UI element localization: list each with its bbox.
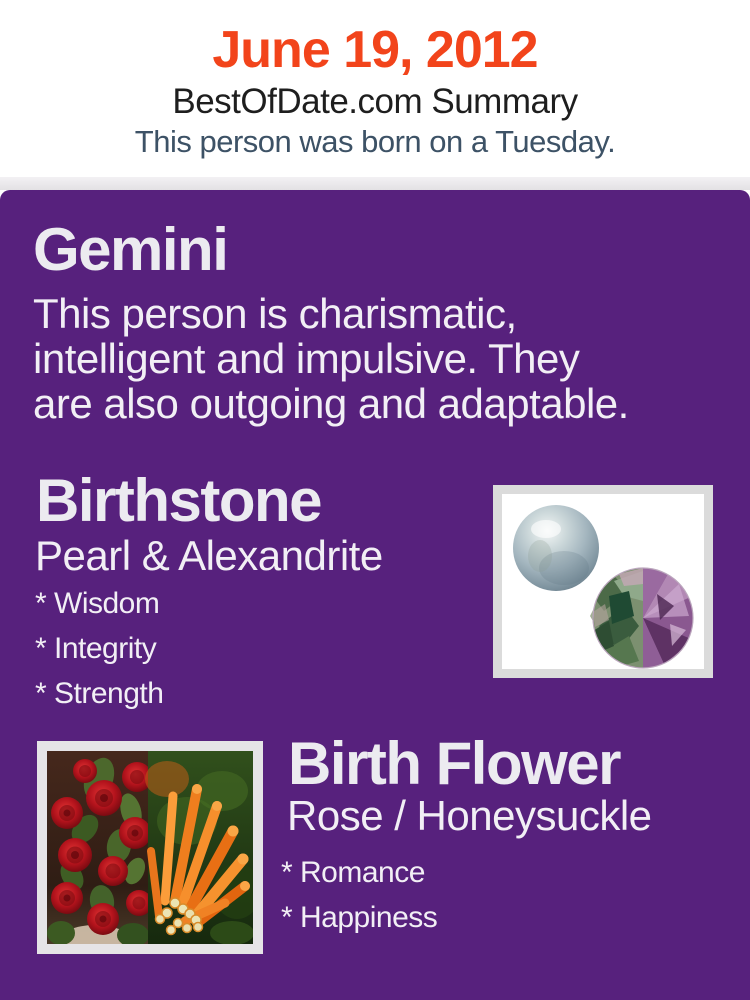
honeysuckle-photo bbox=[145, 751, 253, 944]
trait-item: * Wisdom bbox=[35, 587, 160, 620]
birth-flower-illustration bbox=[47, 751, 253, 944]
zodiac-description-line: intelligent and impulsive. They bbox=[33, 335, 580, 382]
zodiac-sign-heading: Gemini bbox=[33, 216, 228, 283]
birth-flower-heading: Birth Flower bbox=[288, 730, 621, 797]
site-summary-title: BestOfDate.com Summary bbox=[172, 82, 578, 121]
birthstone-image bbox=[493, 485, 713, 678]
zodiac-description-line: are also outgoing and adaptable. bbox=[33, 380, 629, 427]
born-day-line: This person was born on a Tuesday. bbox=[134, 124, 616, 159]
trait-item: * Romance bbox=[281, 856, 425, 889]
zodiac-description-line: This person is charismatic, bbox=[33, 290, 517, 337]
trait-item: * Strength bbox=[35, 677, 164, 710]
birthstone-illustration bbox=[502, 494, 704, 669]
birth-flower-traits bbox=[281, 850, 437, 940]
divider-strip bbox=[0, 177, 750, 190]
birthstone-names: Pearl & Alexandrite bbox=[35, 532, 383, 579]
alexandrite-graphic bbox=[590, 568, 693, 668]
page-title-date: June 19, 2012 bbox=[212, 21, 538, 79]
trait-item: * Integrity bbox=[35, 632, 157, 665]
birth-flower-names: Rose / Honeysuckle bbox=[287, 792, 652, 839]
trait-item: * Happiness bbox=[281, 901, 438, 934]
roses-photo bbox=[47, 751, 152, 944]
zodiac-description bbox=[33, 291, 629, 426]
birthstone-traits bbox=[35, 581, 163, 716]
birth-flower-image bbox=[37, 741, 263, 954]
pearl-graphic bbox=[513, 505, 599, 591]
birthstone-heading: Birthstone bbox=[36, 467, 321, 534]
